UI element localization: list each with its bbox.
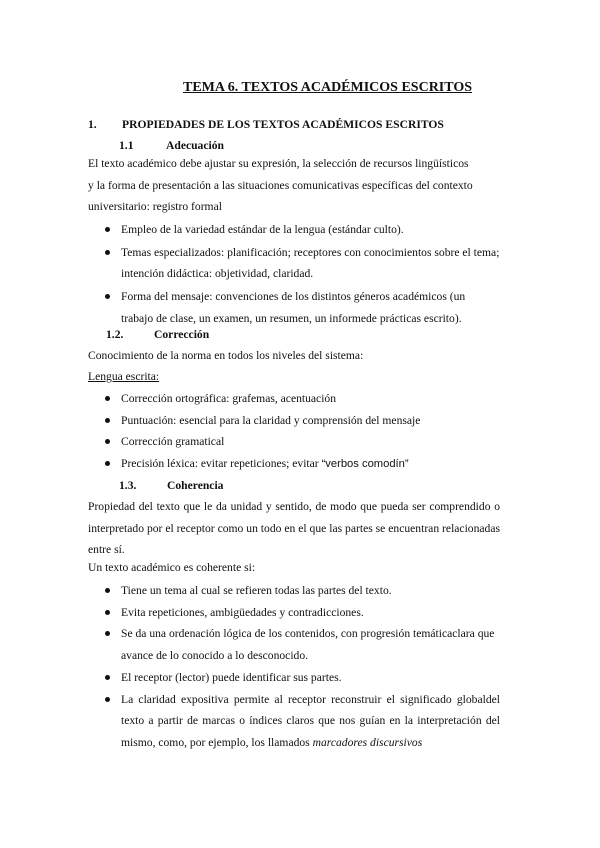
list-item: Corrección gramatical: [88, 431, 500, 453]
subsection-number: 1.2.: [106, 328, 124, 341]
adecuacion-paragraph-line-1: El texto académico debe ajustar su expresión, la selección de recursos lingüísticos: [88, 157, 469, 170]
list-item: Evita repeticiones, ambigüedades y contradicciones.: [88, 602, 500, 624]
adecuacion-bullet-list: [88, 219, 500, 330]
subsection-title: Adecuación: [166, 139, 224, 152]
coherencia-paragraph: Propiedad del texto que le da unidad y sentido, de modo que pueda ser comprendido o interpretado por el receptor como un todo en el que las partes se encuentran relacionadas entre sí.: [88, 500, 500, 557]
list-item: [88, 453, 500, 476]
list-item: Se da una ordenación lógica de los contenidos, con progresión temáticaclara que avance de lo conocido a lo desconocido.: [88, 623, 500, 666]
correccion-sublabel: Lengua escrita:: [88, 370, 160, 383]
subsection-heading-adecuacion: [119, 139, 224, 152]
section-title: PROPIEDADES DE LOS TEXTOS ACADÉMICOS ESCRITOS: [122, 118, 444, 131]
section-number: 1.: [88, 118, 97, 131]
list-item: Tiene un tema al cual se refieren todas las partes del texto.: [88, 580, 500, 602]
list-item-italic: marcadores discursivos: [312, 735, 423, 749]
list-item: [88, 689, 500, 754]
coherencia-intro: Un texto académico es coherente si:: [88, 561, 256, 574]
subsection-heading-coherencia: [119, 479, 223, 492]
list-item: Empleo de la variedad estándar de la lengua (estándar culto).: [88, 219, 500, 241]
subsection-title: Coherencia: [167, 479, 224, 492]
coherencia-bullet-list: [88, 580, 500, 754]
adecuacion-paragraph-line-3: universitario: registro formal: [88, 200, 222, 213]
correccion-intro: Conocimiento de la norma en todos los niveles del sistema:: [88, 349, 364, 362]
list-item-text: La claridad expositiva permite al receptor reconstruir el significado globaldel texto a partir de marcas o índices claros que nos guían en la interpretación del mismo, como, por ejemplo, los llamados: [121, 692, 500, 749]
subsection-heading-correccion: [106, 328, 209, 341]
list-item-text: Precisión léxica: evitar repeticiones; evitar: [121, 457, 322, 471]
correccion-bullet-list: [88, 388, 500, 476]
list-item-highlight: “verbos comodín”: [321, 458, 409, 471]
page-title: TEMA 6. TEXTOS ACADÉMICOS ESCRITOS: [182, 80, 473, 95]
subsection-number: 1.3.: [119, 479, 137, 492]
list-item: Forma del mensaje: convenciones de los distintos géneros académicos (un trabajo de clase, un examen, un resumen, un informede prácticas escrito).: [88, 286, 500, 329]
subsection-title: Corrección: [154, 328, 210, 341]
adecuacion-paragraph-line-2: y la forma de presentación a las situaciones comunicativas específicas del contexto: [88, 179, 473, 192]
section-heading-1: [88, 118, 444, 131]
subsection-number: 1.1: [119, 139, 134, 152]
list-item: Temas especializados: planificación; receptores con conocimientos sobre el tema; intención didáctica: objetividad, claridad.: [88, 242, 500, 285]
list-item: Corrección ortográfica: grafemas, acentuación: [88, 388, 500, 410]
list-item: Puntuación: esencial para la claridad y comprensión del mensaje: [88, 410, 500, 432]
list-item: El receptor (lector) puede identificar sus partes.: [88, 667, 500, 689]
